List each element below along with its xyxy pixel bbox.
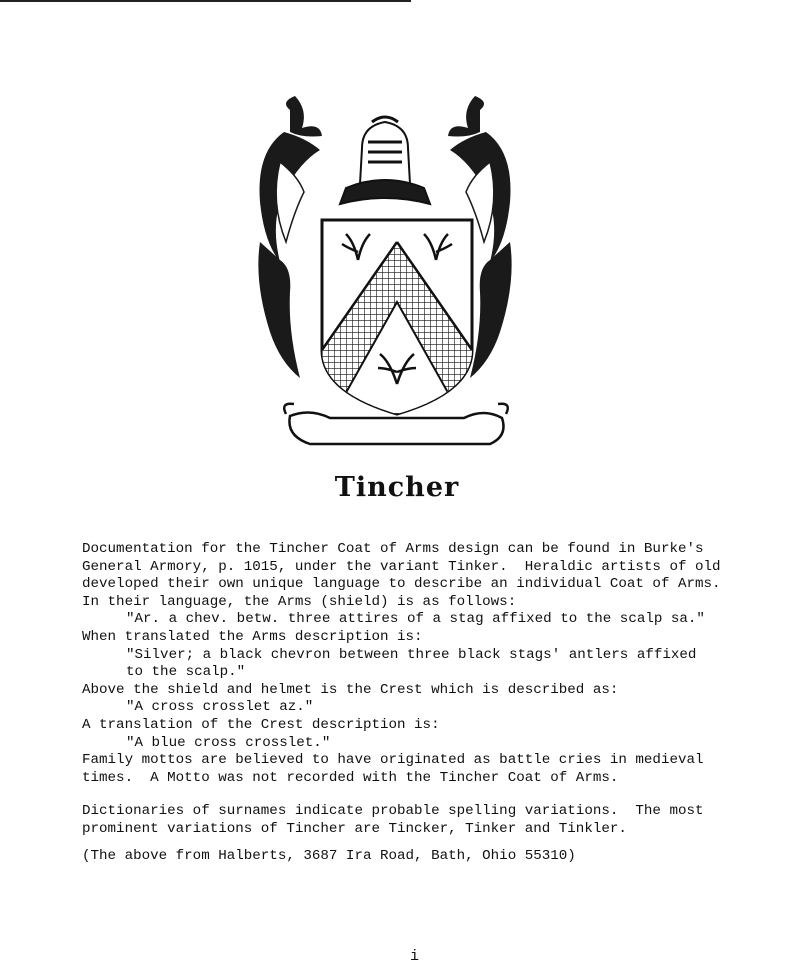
p1-line-1: Documentation for the Tincher Coat of Arms design can be found in Burke's xyxy=(82,541,704,557)
helmet xyxy=(340,117,430,204)
crest-translation-line: "A blue cross crosslet." xyxy=(126,734,331,751)
when-translated-line: When translated the Arms description is: xyxy=(82,628,423,645)
coat-of-arms-illustration xyxy=(250,92,520,464)
crest-translation-intro-line: A translation of the Crest description is: xyxy=(82,716,440,733)
documentation-text xyxy=(82,541,772,865)
motto-line-1: Family mottos are believed to have originated as battle cries in medieval xyxy=(82,752,704,769)
variations-line-1: Dictionaries of surnames indicate probable spelling variations. The most xyxy=(82,803,704,820)
p1-line-4: In their language, the Arms (shield) is as follows: xyxy=(82,593,517,610)
variations-line-2: prominent variations of Tincher are Tincker, Tinker and Tinkler. xyxy=(82,820,627,837)
translation-line-2: to the scalp." xyxy=(126,664,246,681)
shield xyxy=(314,220,480,432)
left-plume xyxy=(258,96,322,378)
p1-line-3: developed their own unique language to describe an individual Coat of Arms. xyxy=(82,576,721,593)
p1-line-2: General Armory, p. 1015, under the variant Tinker. Heraldic artists of old xyxy=(82,558,721,575)
page-number: i xyxy=(410,948,420,965)
crest-blazon-line: "A cross crosslet az." xyxy=(126,699,314,716)
surname-title: Tincher xyxy=(334,472,460,503)
source-line: (The above from Halberts, 3687 Ira Road, Bath, Ohio 55310) xyxy=(82,847,576,864)
blazon-line: "Ar. a chev. betw. three attires of a stag affixed to the scalp sa." xyxy=(126,611,705,628)
crest-intro-line: Above the shield and helmet is the Crest which is described as: xyxy=(82,681,619,698)
top-rule xyxy=(0,0,411,2)
motto-line-2: times. A Motto was not recorded with the Tincher Coat of Arms. xyxy=(82,769,619,786)
translation-line-1: "Silver; a black chevron between three black stags' antlers affixed xyxy=(126,646,697,663)
